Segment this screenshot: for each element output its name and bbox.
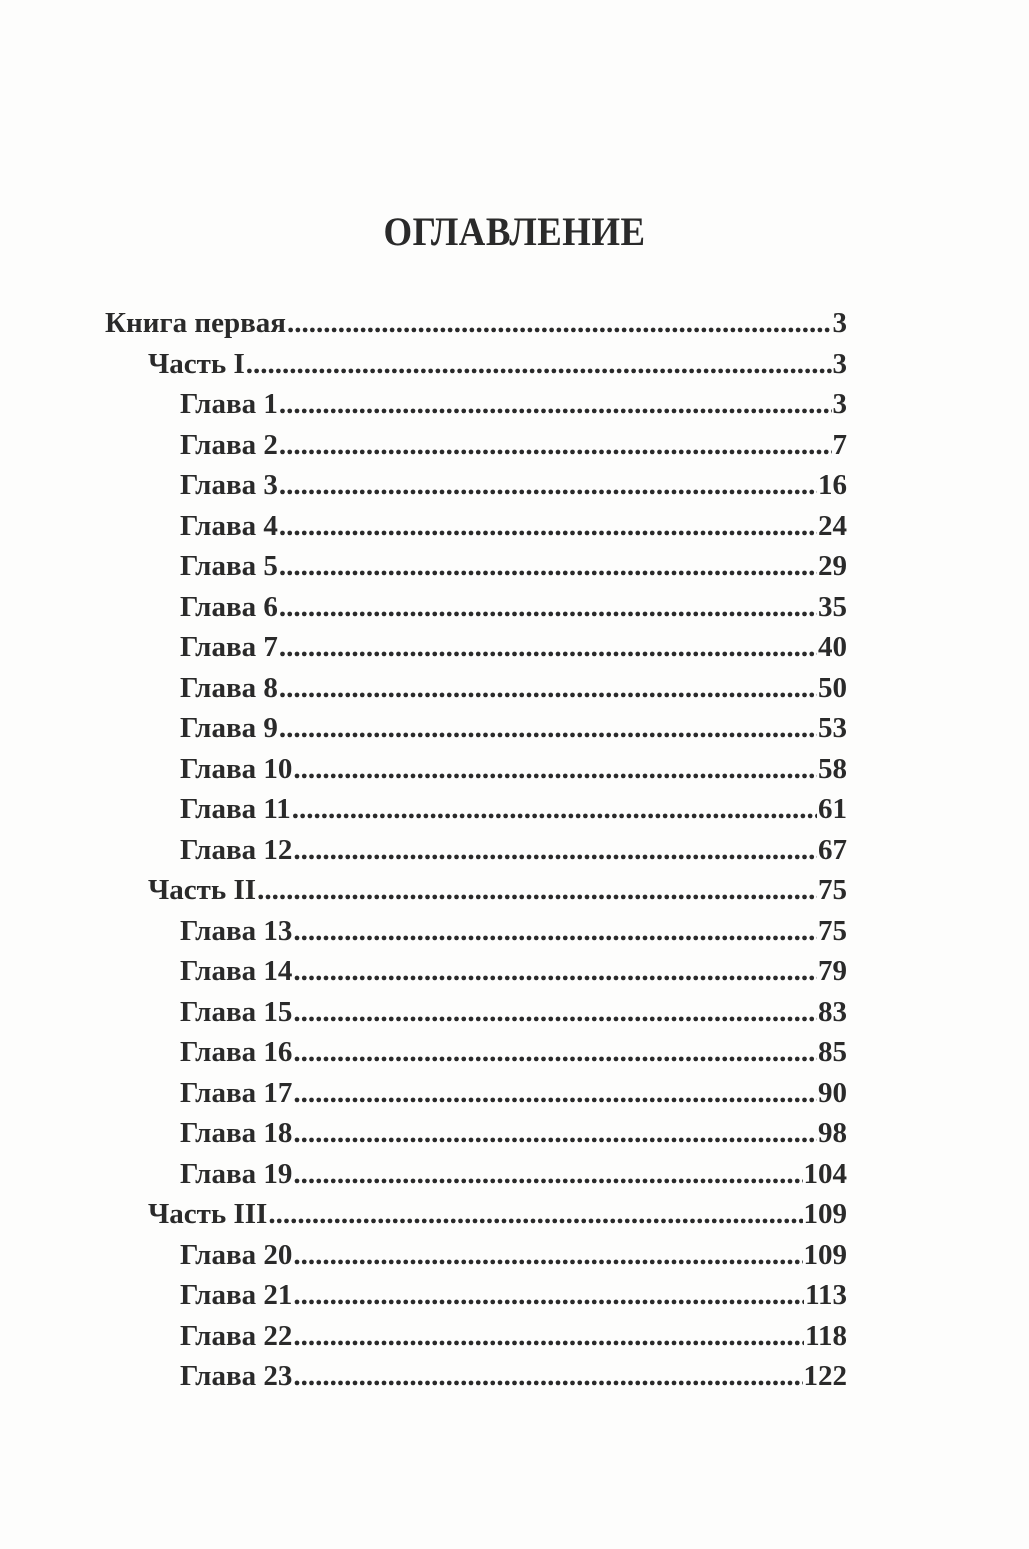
- toc-entry: [180, 1275, 847, 1315]
- toc-entry-page: 58: [818, 752, 847, 785]
- toc-entry-page: 29: [818, 550, 847, 582]
- leader-dots: [293, 1356, 802, 1396]
- toc-entry-label: Глава 5: [180, 550, 278, 582]
- leader-dots: [293, 1113, 817, 1153]
- toc-entry: [180, 1235, 847, 1275]
- toc-entry-page: 24: [818, 509, 847, 542]
- toc-entry-label: Глава 12: [180, 833, 293, 866]
- leader-dots: [279, 546, 817, 586]
- leader-dots: [293, 830, 817, 870]
- leader-dots: [257, 870, 817, 910]
- leader-dots: [279, 627, 817, 667]
- toc-entry-page: 85: [818, 1036, 847, 1068]
- toc-entry-page: 113: [805, 1279, 847, 1311]
- toc-entry-page: 83: [818, 995, 847, 1028]
- toc-entry: [180, 668, 847, 708]
- toc-entry-page: 40: [818, 631, 847, 663]
- leader-dots: [293, 1316, 804, 1356]
- toc-entry-page: 7: [832, 428, 847, 461]
- toc-entry-page: 35: [818, 590, 847, 623]
- toc-entry: [180, 708, 847, 748]
- toc-entry: [180, 1154, 847, 1194]
- toc-entry-page: 61: [818, 793, 847, 825]
- toc-entry-page: 16: [818, 469, 847, 501]
- leader-dots: [293, 1032, 817, 1072]
- toc-entry-page: 109: [803, 1238, 847, 1271]
- toc-entry-page: 75: [818, 874, 847, 906]
- leader-dots: [293, 911, 817, 951]
- toc-entry-label: Глава 16: [180, 1036, 293, 1068]
- toc-entry-page: 67: [818, 833, 847, 866]
- toc-entry-page: 50: [818, 671, 847, 704]
- toc-entry: [180, 425, 847, 465]
- leader-dots: [293, 749, 817, 789]
- toc-entry: [180, 627, 847, 667]
- toc-entry-page: 3: [832, 347, 847, 380]
- leader-dots: [293, 1275, 804, 1315]
- toc-entry: [180, 789, 847, 829]
- toc-entry-page: 104: [803, 1157, 847, 1190]
- toc-entry-page: 53: [818, 712, 847, 744]
- toc-entry-page: 90: [818, 1076, 847, 1109]
- leader-dots: [279, 708, 817, 748]
- leader-dots: [292, 789, 817, 829]
- toc-entry: [180, 587, 847, 627]
- toc-entry: [148, 1194, 847, 1234]
- toc-entry: [180, 1032, 847, 1072]
- toc-entry-label: Глава 4: [180, 509, 278, 542]
- toc-entry: [180, 1356, 847, 1396]
- toc-entry-label: Глава 19: [180, 1157, 293, 1190]
- toc-entry: [180, 1316, 847, 1356]
- toc-entry-label: Глава 13: [180, 914, 293, 947]
- toc-entry-label: Глава 7: [180, 631, 278, 663]
- toc-entry: [180, 951, 847, 991]
- leader-dots: [279, 668, 817, 708]
- leader-dots: [293, 951, 817, 991]
- toc-entry: [180, 749, 847, 789]
- toc-entry: [148, 344, 847, 384]
- toc-entry: [180, 384, 847, 424]
- toc-entry: [148, 870, 847, 910]
- toc-entry-page: 122: [803, 1360, 847, 1392]
- leader-dots: [279, 425, 832, 465]
- toc-entry-page: 118: [805, 1319, 847, 1352]
- toc-entry-label: Глава 3: [180, 469, 278, 501]
- toc-entry-label: Глава 23: [180, 1360, 293, 1392]
- toc-entry-page: 3: [832, 307, 847, 339]
- toc-entry-label: Часть I: [148, 347, 245, 380]
- toc-entry: [180, 830, 847, 870]
- toc-entry-label: Глава 9: [180, 712, 278, 744]
- leader-dots: [293, 1235, 802, 1275]
- leader-dots: [279, 587, 817, 627]
- leader-dots: [293, 1154, 802, 1194]
- leader-dots: [293, 992, 817, 1032]
- leader-dots: [287, 303, 832, 343]
- leader-dots: [293, 1073, 817, 1113]
- leader-dots: [279, 384, 832, 424]
- toc-entry-label: Глава 10: [180, 752, 293, 785]
- leader-dots: [279, 465, 817, 505]
- toc-entry-label: Глава 2: [180, 428, 278, 461]
- leader-dots: [279, 506, 817, 546]
- toc-entry: [180, 1073, 847, 1113]
- toc-entry-label: Глава 1: [180, 388, 278, 420]
- toc-entry-label: Глава 15: [180, 995, 293, 1028]
- toc-entry-label: Глава 21: [180, 1279, 293, 1311]
- toc-entry-page: 75: [818, 914, 847, 947]
- toc-entry-page: 98: [818, 1117, 847, 1149]
- toc-entry: [180, 992, 847, 1032]
- toc-entry-label: Книга первая: [105, 307, 286, 339]
- toc-entry-label: Глава 18: [180, 1117, 293, 1149]
- toc-entry-label: Часть II: [148, 874, 257, 906]
- toc-entry-label: Глава 11: [180, 793, 291, 825]
- toc-entry-label: Глава 8: [180, 671, 278, 704]
- toc-entry-label: Глава 22: [180, 1319, 293, 1352]
- toc-entry-label: Глава 17: [180, 1076, 293, 1109]
- toc-entry-label: Глава 20: [180, 1238, 293, 1271]
- toc-entry: [180, 465, 847, 505]
- toc-entry-label: Часть III: [148, 1198, 268, 1230]
- page-title: ОГЛАВЛЕНИЕ: [383, 209, 646, 254]
- toc-entry: [180, 506, 847, 546]
- toc-entry-page: 109: [803, 1198, 847, 1230]
- toc-entry-page: 79: [818, 955, 847, 987]
- leader-dots: [268, 1194, 802, 1234]
- toc-entry: [180, 1113, 847, 1153]
- toc-entry-label: Глава 6: [180, 590, 278, 623]
- toc-entry-label: Глава 14: [180, 955, 293, 987]
- toc-entry-page: 3: [832, 388, 847, 420]
- toc-entry: [180, 546, 847, 586]
- toc-entry: [180, 911, 847, 951]
- toc-entry: [105, 303, 847, 343]
- leader-dots: [246, 344, 832, 384]
